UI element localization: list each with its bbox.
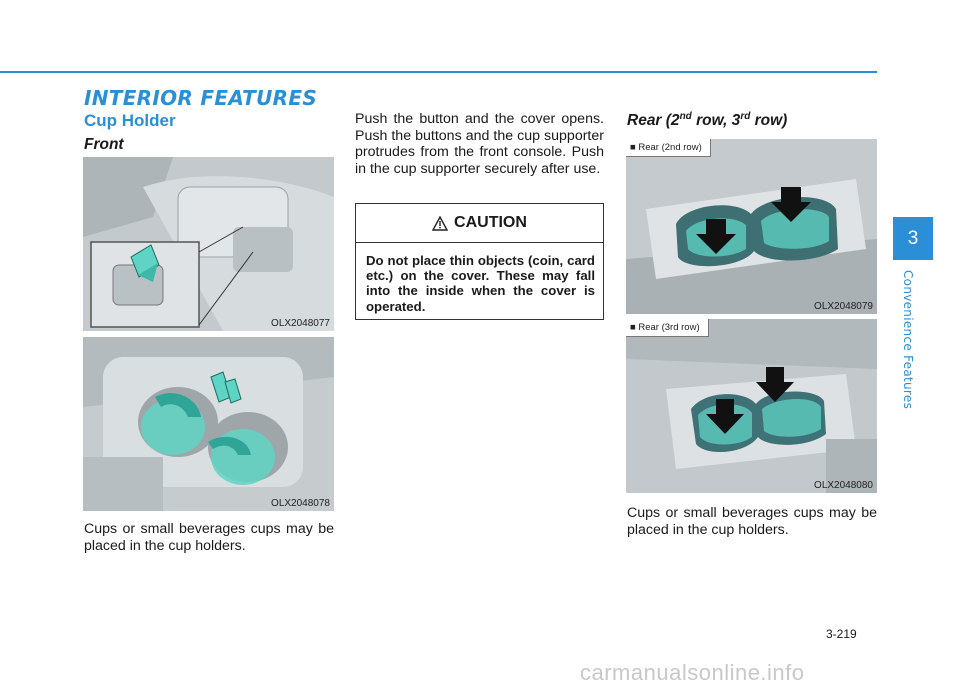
rear-2nd-row-illustration (626, 139, 877, 314)
warning-triangle-icon (432, 216, 448, 231)
caution-header (356, 204, 603, 243)
rear-description: Cups or small beverages cups may be placed in the cup holders. (627, 505, 877, 538)
rear-3rd-row-illustration (626, 319, 877, 493)
figure-caption: OLX2048080 (814, 480, 873, 491)
front-heading: Front (84, 136, 124, 153)
chapter-tab: 3 (893, 217, 933, 260)
rear-3rd-row-figure (626, 319, 877, 493)
rear-2nd-row-figure (626, 139, 877, 314)
front-description: Cups or small beverages cups may be placed in the cup holders. (84, 521, 334, 554)
front-cupholder-figure (83, 337, 334, 511)
figure-caption: OLX2048078 (271, 498, 330, 509)
figure-caption: OLX2048077 (271, 318, 330, 329)
figure-caption: OLX2048079 (814, 301, 873, 312)
top-rule (0, 71, 877, 73)
page-number: 3-219 (826, 627, 857, 641)
section-title: INTERIOR FEATURES (84, 86, 318, 110)
caution-title: CAUTION (454, 214, 527, 231)
rear-2nd-row-label: ■ Rear (2nd row) (626, 139, 711, 157)
push-instructions: Push the button and the cover opens. Push the buttons and the cup supporter protrudes from the front console. Push in the cup supporter securely after use. (355, 111, 604, 177)
front-cover-illustration (83, 157, 334, 331)
front-cover-figure (83, 157, 334, 331)
front-cupholder-illustration (83, 337, 334, 511)
caution-text: Do not place thin objects (coin, card etc.) on the cover. These may fall into the inside when the cover is operated. (366, 253, 595, 314)
chapter-label: Convenience Features (901, 270, 915, 410)
cup-holder-heading: Cup Holder (84, 111, 176, 130)
rear-3rd-row-label: ■ Rear (3rd row) (626, 319, 709, 337)
rear-heading: Rear (2nd row, 3rd row) (627, 111, 788, 130)
watermark: carmanualsonline.info (580, 660, 805, 685)
caution-box (355, 203, 604, 320)
